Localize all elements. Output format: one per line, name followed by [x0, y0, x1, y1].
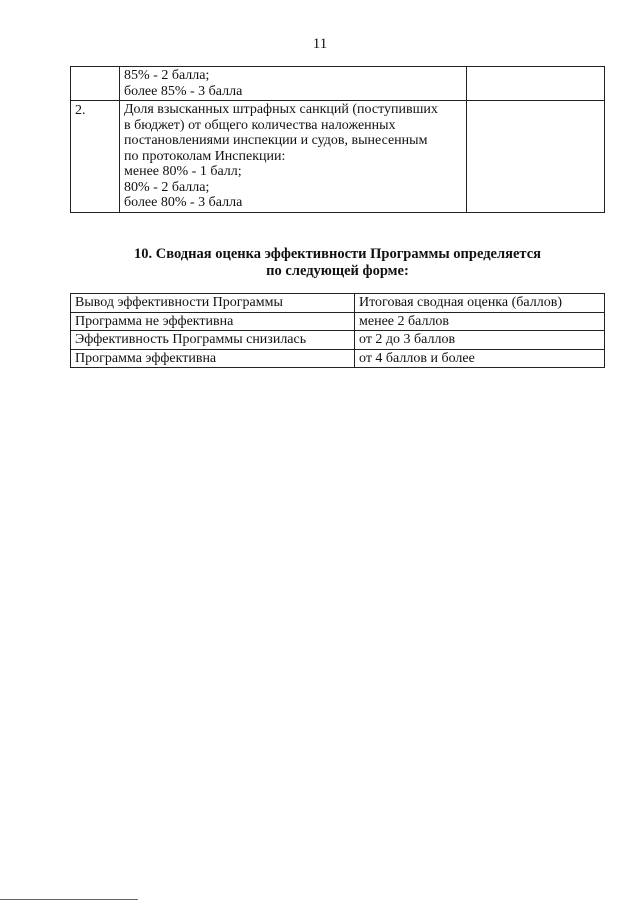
row-number: [71, 67, 120, 101]
criteria-line: в бюджет) от общего количества наложенных: [124, 117, 396, 133]
criteria-line: 80% - 2 балла;: [124, 179, 210, 195]
table-header-row: [71, 294, 605, 313]
section-heading: [70, 246, 605, 280]
table-row: [71, 101, 605, 213]
page-number: 11: [312, 36, 328, 52]
criteria-line: по протоколам Инспекции:: [124, 148, 286, 164]
table-row: [71, 349, 605, 368]
header-conclusion: Вывод эффективности Программы: [71, 294, 355, 313]
criteria-line: Доля взысканных штрафных санкций (поступивших: [124, 102, 438, 117]
score-cell: от 2 до 3 баллов: [355, 331, 605, 350]
criteria-description: [120, 101, 467, 213]
conclusion-cell: Программа не эффективна: [71, 312, 355, 331]
table-row: [71, 67, 605, 101]
table-row: [71, 312, 605, 331]
criteria-line: постановлениями инспекции и судов, вынесенным: [124, 133, 428, 148]
conclusion-cell: Программа эффективна: [71, 349, 355, 368]
criteria-line: более 80% - 3 балла: [124, 195, 243, 210]
section-heading-line: 10. Сводная оценка эффективности Программы определяется: [134, 246, 541, 262]
score-cell: [467, 67, 605, 101]
row-number: 2.: [71, 101, 120, 213]
criteria-line: более 85% - 3 балла: [124, 83, 243, 99]
score-cell: [467, 101, 605, 213]
table-row: [71, 331, 605, 350]
criteria-table: [70, 66, 605, 213]
score-cell: менее 2 баллов: [355, 312, 605, 331]
conclusion-cell: Эффективность Программы снизилась: [71, 331, 355, 350]
summary-table: [70, 293, 605, 368]
criteria-line: менее 80% - 1 балл;: [124, 164, 242, 179]
score-cell: от 4 баллов и более: [355, 349, 605, 368]
section-heading-line: по следующей форме:: [266, 263, 409, 279]
criteria-line: 85% - 2 балла;: [124, 68, 210, 83]
header-score: Итоговая сводная оценка (баллов): [355, 294, 605, 313]
footnote-divider: [0, 899, 138, 900]
criteria-description: [120, 67, 467, 101]
